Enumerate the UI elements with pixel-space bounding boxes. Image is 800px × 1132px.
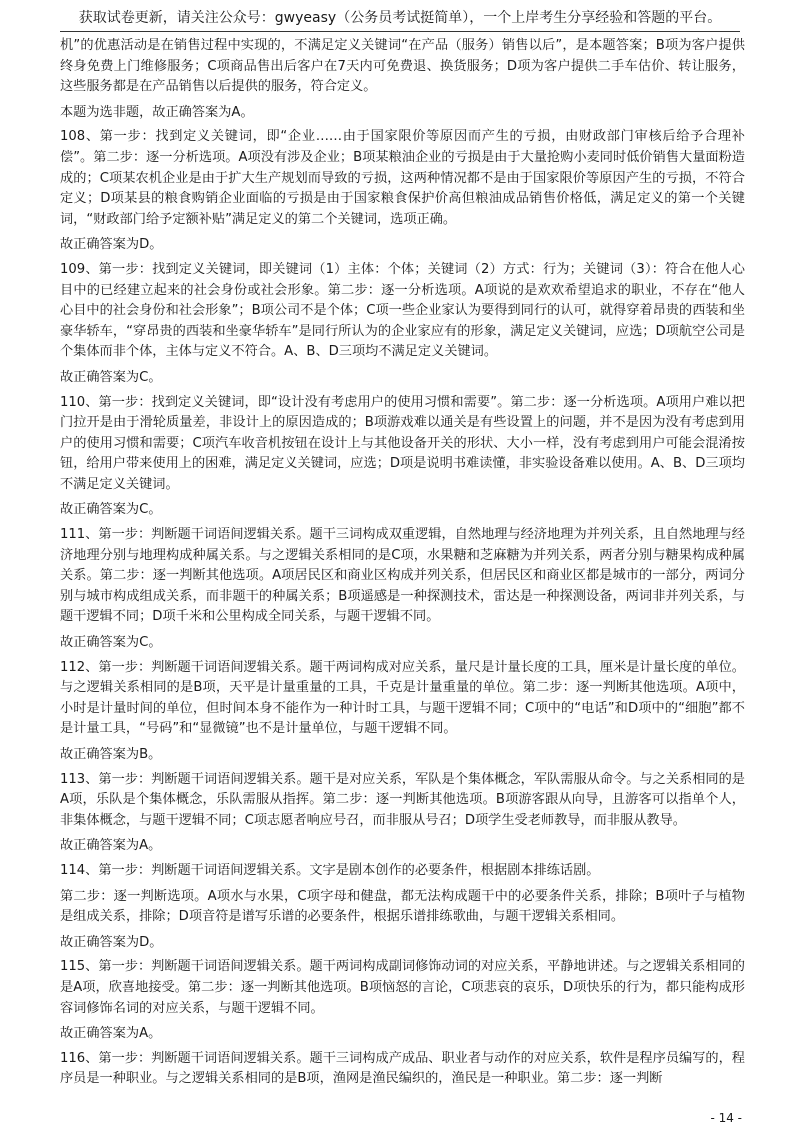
paragraph: 第二步：逐一判断选项。A项水与水果，C项字母和健盘，都无法构成题干中的必要条件关系，排除；B项叶子与植物是组成关系，排除；D项音符是谱写乐谱的必要条件，根据乐谱排练歌曲，与题干逻辑关系相同。 — [60, 888, 745, 925]
paragraph: 112、第一步：判断题干词语间逻辑关系。题干两词构成对应关系，量尺是计量长度的工具，厘米是计量长度的单位。与之逻辑关系相同的是B项，天平是计量重量的工具，千克是计量重量的单位。第二步：逐一判断其他选项。A项中，小时是计量时间的单位，但时间本身不能作为一种计时工具，与题干逻辑不同；C项中的“电话”和D项中的“细胞”都不是计量工具，“号码”和“显微镜”也不是计量单位，与题干逻辑不同。 — [60, 659, 745, 737]
paragraph: 114、第一步：判断题干词语间逻辑关系。文字是剧本创作的必要条件，根据剧本排练话剧。 — [60, 862, 600, 878]
page-header: 获取试卷更新，请关注公众号：gwyeasy（公务员考试挺简单），一个上岸考生分享经验和答题的平台。 — [60, 8, 740, 32]
answer-line: 故正确答案为A。 — [60, 838, 162, 854]
paragraph: 108、第一步：找到定义关键词，即“企业……由于国家限价等原因而产生的亏损，由财政部门审核后给予合理补偿”。第二步：逐一分析选项。A项没有涉及企业；B项某粮油企业的亏损是由于大量抢购小麦同时低价销售大量面粉造成的；C项某农机企业是由于扩大生产规划而导致的亏损，这两种情况都不是由于国家限价等原因产生的亏损，不符合定义；D项某县的粮食购销企业面临的亏损是由于国家粮食保护价高但粮油成品销售价格低，满足定义的第一个关键词，“财政部门给予定额补贴”满足定义的第二个关键词，选项正确。 — [60, 129, 745, 227]
page-number: - 14 - — [710, 1111, 742, 1125]
paragraph: 115、第一步：判断题干词语间逻辑关系。题干两词构成副词修饰动词的对应关系，平静地讲述。与之逻辑关系相同的是A项，欣喜地接受。第二步：逐一判断其他选项。B项恼怒的言论，C项悲哀的哀乐，D项快乐的行为，都只能构成形容词修饰名词的对应关系，与题干逻辑不同。 — [60, 959, 745, 1016]
paragraph: 113、第一步：判断题干词语间逻辑关系。题干是对应关系，军队是个集体概念，军队需服从命令。与之关系相同的是A项，乐队是个集体概念，乐队需服从指挥。第二步：逐一判断其他选项。B项游客跟从向导，且游客可以指单个人，非集体概念，与题干逻辑不同；C项志愿者响应号召，而非服从号召；D项学生受老师教导，而非服从教导。 — [60, 771, 745, 828]
document-body — [60, 36, 745, 1095]
paragraph: 116、第一步：判断题干词语间逻辑关系。题干三词构成产成品、职业者与动作的对应关系，软件是程序员编写的，程序员是一种职业。与之逻辑关系相同的是B项，渔网是渔民编织的，渔民是一种职业。第二步：逐一判断 — [60, 1050, 745, 1087]
answer-line: 故正确答案为B。 — [60, 747, 162, 762]
answer-line: 故正确答案为C。 — [60, 369, 162, 385]
answer-line: 故正确答案为D。 — [60, 934, 163, 950]
paragraph: 111、第一步：判断题干词语间逻辑关系。题干三词构成双重逻辑，自然地理与经济地理为并列关系，且自然地理与经济地理分别与地理构成种属关系。与之逻辑关系相同的是C项，水果糖和芝麻糖为并列关系，两者分别与糖果构成种属关系。第二步：逐一判断其他选项。A项居民区和商业区构成并列关系，但居民区和商业区都是城市的一部分，两词分别与城市构成组成关系，而非题干的种属关系；B项遥感是一种探测技术，雷达是一种探测设备，两词非并列关系，与题干逻辑不同；D项千米和公里构成全同关系，与题干逻辑不同。 — [60, 527, 745, 625]
answer-line: 故正确答案为C。 — [60, 502, 162, 518]
paragraph: 110、第一步：找到定义关键词，即“设计没有考虑用户的使用习惯和需要”。第二步：逐一分析选项。A项用户难以把门拉开是由于滑轮质量差，非设计上的原因造成的；B项游戏难以通关是有些设置上的问题，并不是因为没有考虑到用户的使用习惯和需要；C项汽车收音机按钮在设计上与其他设备开关的形状、大小一样，没有考虑到用户可能会混淆按钮，给用户带来使用上的困难，满足定义关键词，应选；D项是说明书难读懂，非实验设备难以使用。A、B、D三项均不满足定义关键词。 — [60, 394, 745, 492]
paragraph: 机”的优惠活动是在销售过程中实现的，不满足定义关键词“在产品（服务）销售以后”，是本题答案；B项为客户提供终身免费上门维修服务；C项商品售出后客户在7天内可免费退、换货服务；D项为客户提供二手车估价、转让服务，这些服务都是在产品销售以后提供的服务，符合定义。 — [60, 38, 745, 95]
answer-line: 故正确答案为C。 — [60, 635, 162, 651]
paragraph: 109、第一步：找到定义关键词，即关键词（1）主体：个体；关键词（2）方式：行为；关键词（3）：符合在他人心目中的已经建立起来的社会身份或社会形象。第二步：逐一分析选项。A项说的是欢欢希望追求的职业，不存在“他人心目中的社会身份和社会形象”；B项公司不是个体；C项一些企业家认为要得到同行的认可，就得穿着昂贵的西装和坐豪华轿车，“穿昂贵的西装和坐豪华轿车”是同行所认为的企业家应有的形象，满足定义关键词，应选；D项航空公司是个集体而非个体，主体与定义不符合。A、B、D三项均不满足定义关键词。 — [60, 261, 745, 360]
answer-line: 故正确答案为A。 — [60, 1026, 162, 1042]
answer-line: 本题为选非题，故正确答案为A。 — [60, 104, 254, 120]
answer-line: 故正确答案为D。 — [60, 237, 163, 253]
